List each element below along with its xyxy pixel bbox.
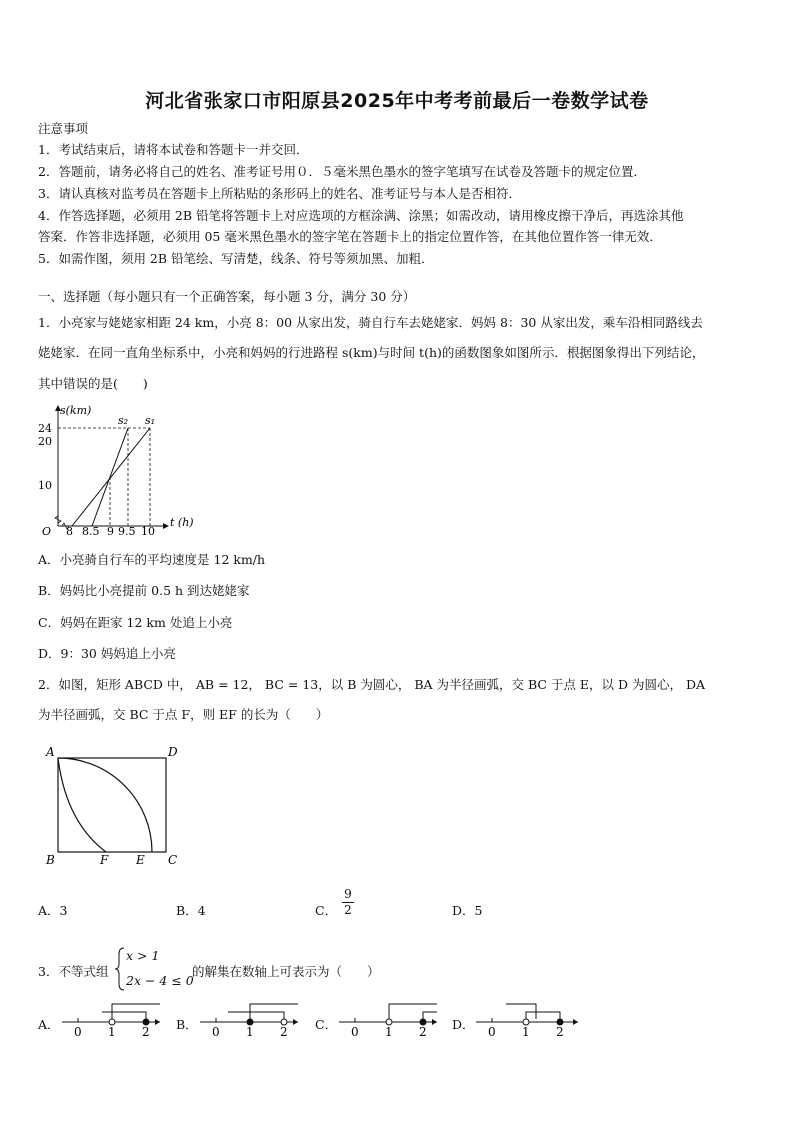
rectangle-abcd: [58, 758, 166, 852]
notice-item: 答案．作答非选择题，必须用 05 毫米黑色墨水的签字笔在答题卡上的指定位置作答，在其他位置作答一律无效．: [38, 229, 662, 244]
option-a: A．: [38, 1017, 60, 1032]
y-axis-label: s(km): [60, 404, 92, 417]
svg-text:2: 2: [419, 1025, 427, 1039]
x-axis-label: t (h): [170, 516, 194, 529]
x-tick-label: 9.5: [118, 525, 136, 538]
question-2-text: 为半径画弧，交 BC 于点 F，则 EF 的长为（ ）: [38, 707, 329, 722]
s1-label: s₁: [145, 414, 156, 427]
x-tick-label: 8.5: [82, 525, 100, 538]
vertex-c-label: C: [168, 853, 178, 866]
point-e-label: E: [136, 853, 145, 866]
option-d: D．5: [452, 903, 483, 918]
number-line-a: [62, 998, 162, 1040]
arc-b-center: [58, 758, 152, 852]
svg-text:0: 0: [488, 1025, 496, 1039]
origin-label: O: [42, 525, 52, 538]
svg-text:1: 1: [522, 1025, 530, 1039]
svg-text:0: 0: [74, 1025, 82, 1039]
notice-item: 1．考试结束后，请将本试卷和答题卡一并交回．: [38, 142, 309, 157]
notice-heading: 注意事项: [38, 121, 89, 136]
question-2-figure: [44, 742, 194, 866]
option-c: C．妈妈在距家 12 km 处追上小亮: [38, 615, 233, 630]
question-2-text: 2．如图，矩形 ABCD 中， AB = 12， BC = 13，以 B 为圆心， BA 为半径画弧，交 BC 于点 E，以 D 为圆心， DA: [38, 677, 706, 692]
question-1-text: 姥姥家．在同一直角坐标系中，小亮和妈妈的行进路程 s(km)与时间 t(h)的函数图象如图所示．根据图象得出下列结论，: [38, 345, 705, 360]
x-tick-label: 10: [141, 525, 155, 538]
notice-item: 3．请认真核对监考员在答题卡上所粘贴的条形码上的姓名、准考证号与本人是否相符．: [38, 186, 521, 201]
svg-text:1: 1: [385, 1025, 393, 1039]
option-c-prefix: C．: [315, 903, 338, 918]
vertex-a-label: A: [46, 745, 55, 759]
number-line-d: [476, 998, 580, 1040]
question-3-suffix: 的解集在数轴上可表示为（ ）: [192, 964, 380, 979]
question-1-graph: [38, 400, 208, 540]
point-f-label: F: [100, 853, 109, 866]
y-tick-label: 10: [38, 479, 52, 492]
arc-d-center: [58, 758, 106, 852]
svg-text:1: 1: [246, 1025, 254, 1039]
brace: [114, 946, 126, 992]
section-heading: 一、选择题（每小题只有一个正确答案，每小题 3 分，满分 30 分）: [38, 289, 416, 304]
option-b: B．4: [176, 903, 206, 918]
option-b: B．: [176, 1017, 198, 1032]
number-line-b: [200, 998, 300, 1040]
option-a: A．3: [38, 903, 68, 918]
svg-text:1: 1: [108, 1025, 116, 1039]
option-d: D．: [452, 1017, 475, 1032]
line-s2: [92, 428, 128, 526]
notice-item: 4．作答选择题，必须用 2B 铅笔将答题卡上对应选项的方框涂满、涂黑；如需改动，请用橡皮擦干净后，再选涂其他: [38, 208, 684, 223]
inequality-2: 2x − 4 ≤ 0: [126, 973, 194, 988]
question-1-text: 1．小亮家与姥姥家相距 24 km，小亮 8：00 从家出发，骑自行车去姥姥家．妈妈 8：30 从家出发，乘车沿相同路线去: [38, 315, 703, 330]
option-a: A．小亮骑自行车的平均速度是 12 km/h: [38, 552, 266, 567]
number-line-c: [339, 998, 439, 1040]
fraction-numerator: 9: [342, 887, 354, 903]
x-tick-label: 8: [66, 525, 73, 538]
question-3-prefix: 3．不等式组: [38, 964, 109, 979]
option-c: C．: [315, 1017, 338, 1032]
page-title: 河北省张家口市阳原县2025年中考考前最后一卷数学试卷: [145, 90, 649, 112]
x-tick-label: 9: [107, 525, 114, 538]
y-tick-label: 24: [38, 422, 52, 435]
vertex-b-label: B: [46, 853, 55, 866]
vertex-d-label: D: [168, 745, 178, 759]
question-1-text: 其中错误的是( ): [38, 376, 148, 391]
svg-text:2: 2: [280, 1025, 288, 1039]
s2-label: s₂: [118, 414, 129, 427]
svg-text:2: 2: [142, 1025, 150, 1039]
line-s1: [72, 428, 150, 526]
svg-text:2: 2: [556, 1025, 564, 1039]
option-c-fraction: [342, 887, 354, 918]
svg-text:0: 0: [351, 1025, 359, 1039]
notice-item: 5．如需作图，须用 2B 铅笔绘、写清楚，线条、符号等须加黑、加粗．: [38, 251, 434, 266]
fraction-denominator: 2: [344, 903, 352, 917]
svg-text:0: 0: [212, 1025, 220, 1039]
option-b: B．妈妈比小亮提前 0.5 h 到达姥姥家: [38, 583, 250, 598]
option-d: D．9：30 妈妈追上小亮: [38, 646, 176, 661]
inequality-1: x > 1: [126, 948, 160, 963]
y-tick-label: 20: [38, 435, 52, 448]
notice-item: 2．答题前，请务必将自己的姓名、准考证号用０．５毫米黑色墨水的签字笔填写在试卷及答题卡的规定位置．: [38, 164, 646, 179]
